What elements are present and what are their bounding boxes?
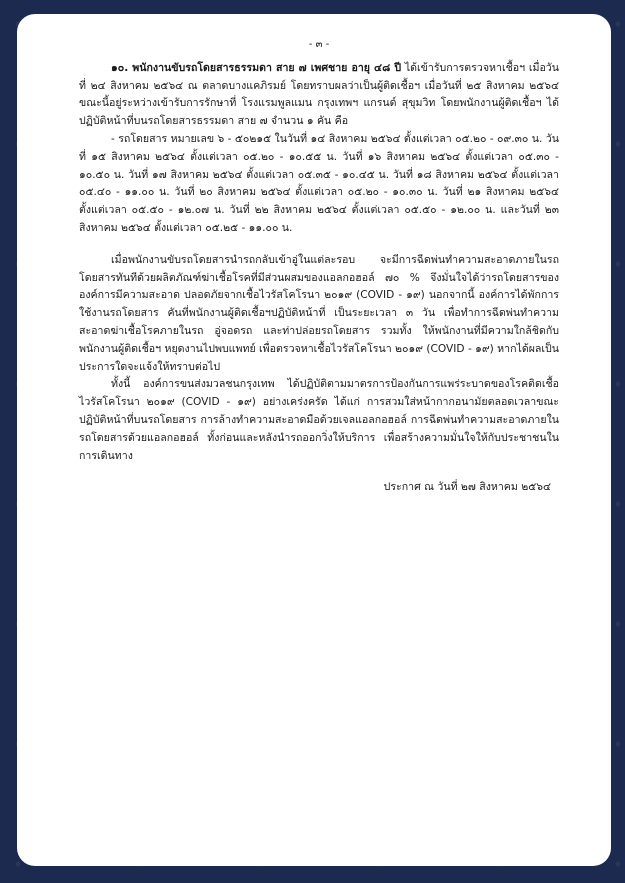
case-intro: ได้เข้ารับการตรวจหาเชื้อฯ เมื่อวันที่ ๒๔ สิงหาคม ๒๕๖๔ ณ ตลาดบางแคภิรมย์ โดยทราบผลว่าเป็นผู้ติดเชื้อฯ เมื่อวันที่ ๒๕ สิงหาคม ๒๕๖๔ ขณะนี้อยู่ระหว่างเข้ารับการรักษาที่ โรงแรมพูลแมน กรุงเทพฯ แกรนด์ สุขุมวิท โดยพนักงานผู้ติดเชื้อฯ ได้ปฏิบัติหน้าที่บนรถโดยสารธรรมดา สาย ๗ จำนวน ๑ คัน คือ bbox=[79, 61, 559, 128]
case-paragraph bbox=[79, 60, 559, 131]
measures-paragraph: ทั้งนี้ องค์การขนส่งมวลชนกรุงเทพ ได้ปฏิบัติตามมาตรการป้องกันการแพร่ระบาดของโรคติดเชื้อไวรัสโคโรนา ๒๐๑๙ (COVID - ๑๙) อย่างเคร่งครัด ได้แก่ การสวมใส่หน้ากากอนามัยตลอดเวลาขณะปฏิบัติหน้าที่บนรถโดยสาร การล้างทำความสะอาดมือด้วยเจลแอลกอฮอล์ การฉีดพ่นทำความสะอาดภายในรถโดยสารด้วยแอลกอฮอล์ ทั้งก่อนและหลังนำรถออกวิ่งให้บริการ เพื่อสร้างความมั่นใจให้กับประชาชนในการเดินทาง bbox=[79, 378, 559, 462]
document-page bbox=[17, 14, 611, 866]
case-headline: ๑๐. พนักงานขับรถโดยสารธรรมดา สาย ๗ เพศชาย อายุ ๔๘ ปี bbox=[111, 61, 402, 74]
spacer bbox=[79, 238, 559, 252]
page-number: - ๓ - bbox=[308, 39, 330, 50]
bus-detail: - รถโดยสาร หมายเลข ๖ - ๕๐๒๑๕ ในวันที่ ๑๔ สิงหาคม ๒๕๖๔ ตั้งแต่เวลา ๐๕.๒๐ - ๐๙.๓๐ น. วันที่ ๑๕ สิงหาคม ๒๕๖๔ ตั้งแต่เวลา ๐๕.๒๐ - ๑๐.๕๕ น. วันที่ ๑๖ สิงหาคม ๒๕๖๔ ตั้งแต่เวลา ๐๕.๓๐ - ๑๐.๕๐ น. วันที่ ๑๗ สิงหาคม ๒๕๖๔ ตั้งแต่เวลา ๐๕.๓๕ - ๑๐.๔๕ น. วันที่ ๑๘ สิงหาคม ๒๕๖๔ ตั้งแต่เวลา ๐๕.๔๐ - ๑๑.๐๐ น. วันที่ ๒๐ สิงหาคม ๒๕๖๔ ตั้งแต่เวลา ๐๕.๒๐ - ๑๐.๓๐ น. วันที่ ๒๑ สิงหาคม ๒๕๖๔ ตั้งแต่เวลา ๐๕.๕๐ - ๑๒.๐๗ น. วันที่ ๒๒ สิงหาคม ๒๕๖๔ ตั้งแต่เวลา ๐๕.๕๐ - ๑๒.๐๐ น. และวันที่ ๒๓ สิงหาคม ๒๕๖๔ ตั้งแต่เวลา ๐๕.๒๕ - ๑๑.๐๐ น. bbox=[79, 132, 559, 234]
cleaning-paragraph: เมื่อพนักงานขับรถโดยสารนำรถกลับเข้าอู่ในแต่ละรอบ จะมีการฉีดพ่นทำความสะอาดภายในรถโดยสารทันทีด้วยผลิตภัณฑ์ฆ่าเชื้อโรคที่มีส่วนผสมของแอลกอฮอล์ ๗๐ % จึงมั่นใจได้ว่ารถโดยสารขององค์การมีความสะอาด ปลอดภัยจากเชื้อไวรัสโคโรนา ๒๐๑๙ (COVID - ๑๙) นอกจากนี้ องค์การได้พักการใช้งานรถโดยสาร คันที่พนักงานผู้ติดเชื้อฯปฏิบัติหน้าที่ เป็นระยะเวลา ๓ วัน เพื่อทำการฉีดพ่นทำความสะอาดฆ่าเชื้อโรคภายในรถ อู่จอดรถ และท่าปล่อยรถโดยสาร รวมทั้ง ให้พนักงานที่มีความใกล้ชิดกับพนักงานผู้ติดเชื้อฯ หยุดงานไปพบแพทย์ เพื่อตรวจหาเชื้อไวรัสโคโรนา ๒๐๑๙ (COVID - ๑๙) หากได้ผลเป็นประการใดจะแจ้งให้ทราบต่อไป bbox=[79, 253, 559, 373]
announcement-date: ประกาศ ณ วันที่ ๒๗ สิงหาคม ๒๕๖๔ bbox=[383, 481, 551, 494]
